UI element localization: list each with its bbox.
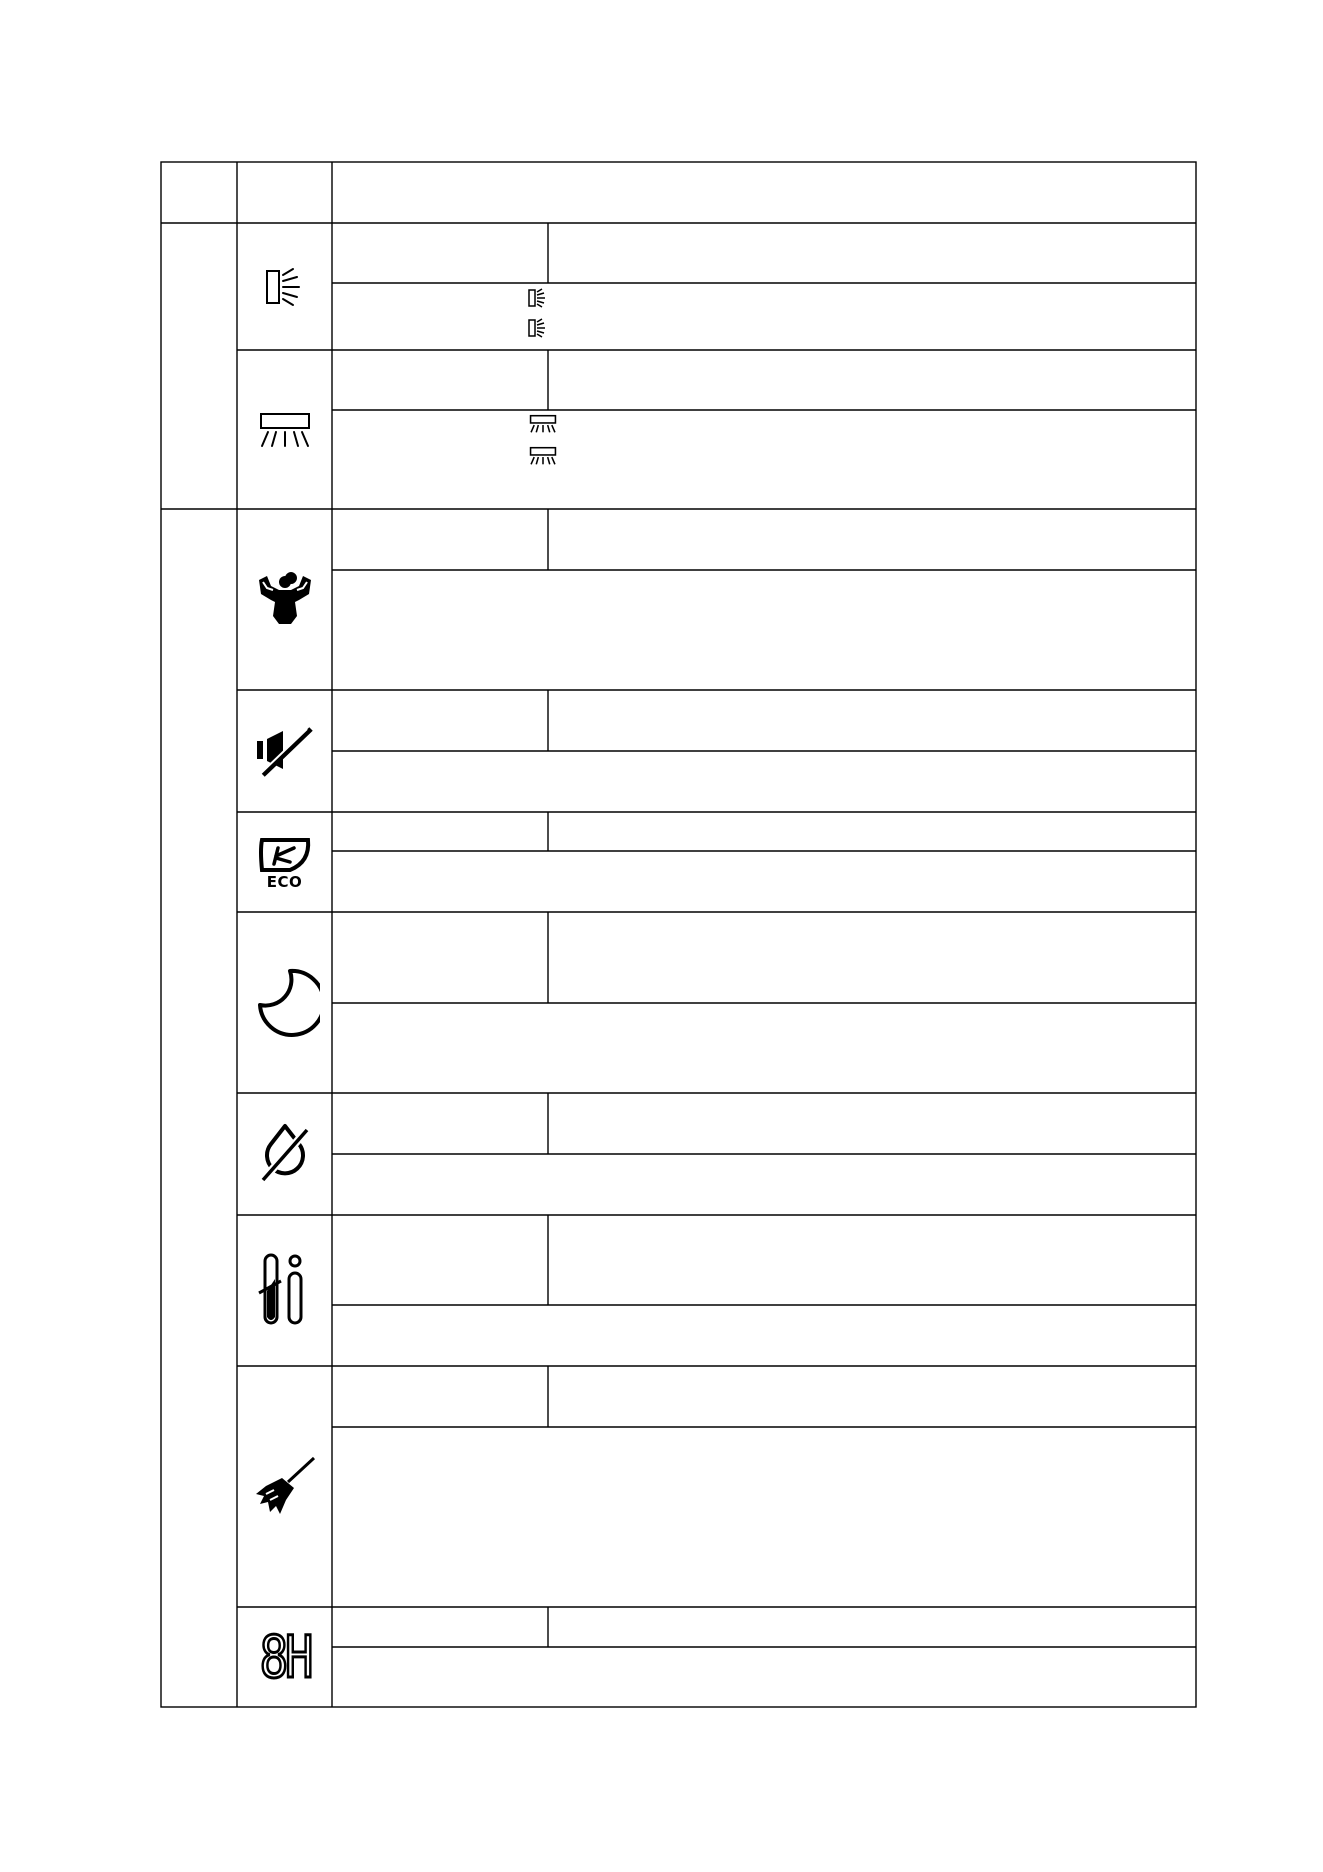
timer-8h-label: 8H [259, 1623, 310, 1691]
vertical-swing-icon [237, 223, 332, 350]
self-clean-brush-icon [237, 1366, 332, 1607]
eco-leaf-icon [237, 812, 332, 912]
thermometer-sensor-icon [237, 1215, 332, 1366]
mute-icon [237, 690, 332, 812]
horizontal-swing-icon [237, 350, 332, 509]
horizontal-swing-icon [528, 412, 558, 436]
eco-icon-label: ECO [266, 873, 303, 891]
timer-8h-icon [237, 1607, 332, 1707]
vertical-swing-icon [526, 286, 550, 310]
horizontal-swing-icon [528, 444, 558, 468]
sleep-moon-icon [237, 912, 332, 1093]
strong-mode-icon [237, 509, 332, 690]
dry-drop-icon [237, 1093, 332, 1215]
vertical-swing-icon [526, 316, 550, 340]
